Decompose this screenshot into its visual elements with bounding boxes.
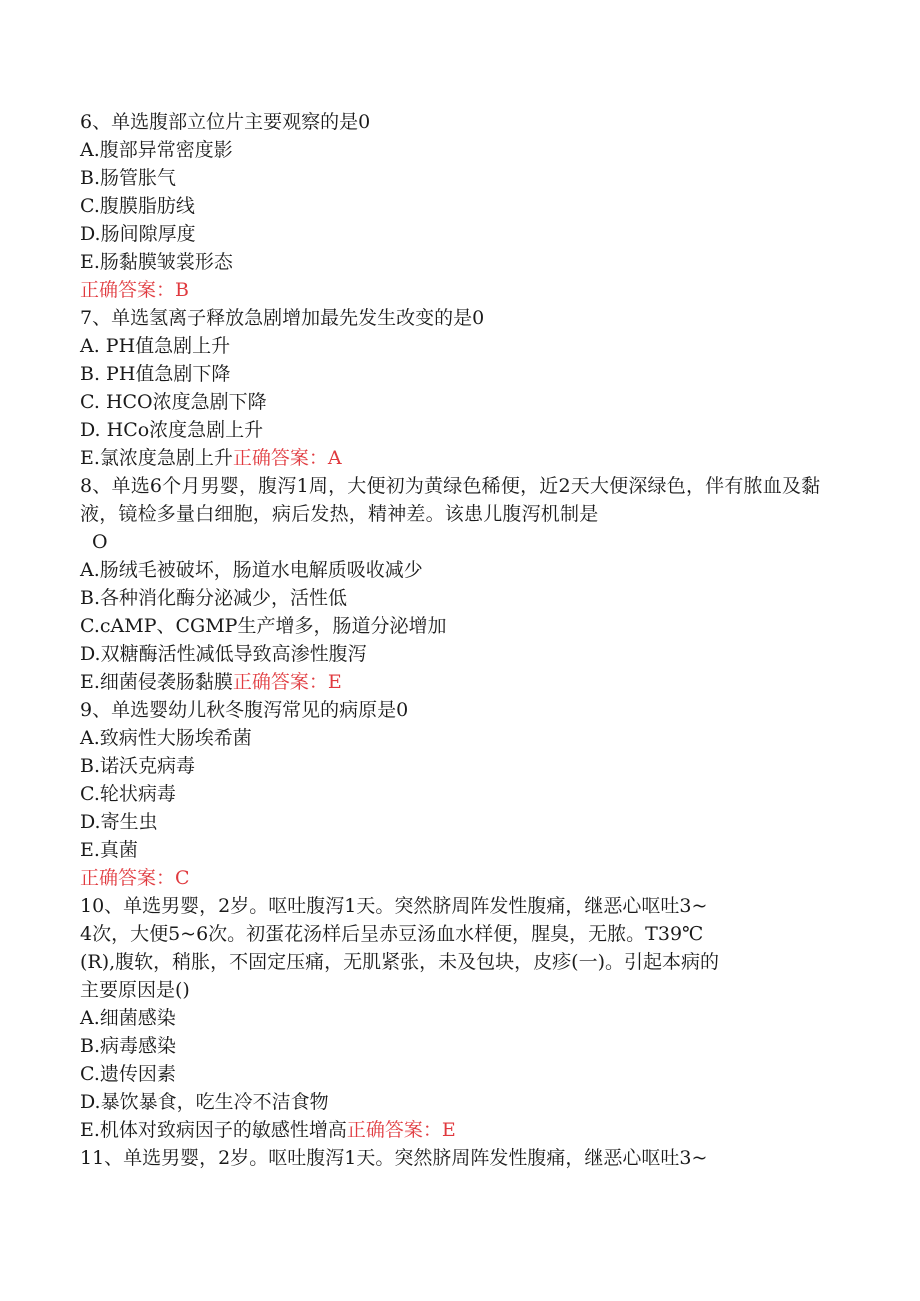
question-8 [80, 472, 840, 696]
option-e-with-answer [80, 1116, 840, 1144]
question-7 [80, 304, 840, 472]
option-e-with-answer [80, 668, 840, 696]
option-e-with-answer [80, 444, 840, 472]
answer-blank: O [92, 531, 108, 553]
option-d: D. HCo浓度急剧上升 [80, 419, 264, 441]
question-6 [80, 108, 840, 304]
question-stem: 11、单选男婴，2岁。呕吐腹泻1天。突然脐周阵发性腹痛，继恶心呕吐3~ [80, 1147, 708, 1169]
option-a: A.腹部异常密度影 [80, 139, 233, 161]
question-stem-line: 4次，大便5~6次。初蛋花汤样后呈赤豆汤血水样便，腥臭，无脓。T39℃ [80, 923, 704, 945]
question-10 [80, 892, 840, 1144]
option-c: C. HCO浓度急剧下降 [80, 391, 267, 413]
option-b: B.各种消化酶分泌减少，活性低 [80, 587, 348, 609]
correct-answer: 正确答案：C [80, 867, 190, 889]
option-c: C.遗传因素 [80, 1063, 176, 1085]
option-b: B.肠管胀气 [80, 167, 177, 189]
option-e: E.氯浓度急剧上升 [80, 447, 233, 469]
option-c: C.腹膜脂肪线 [80, 195, 195, 217]
option-b: B. PH值急剧下降 [80, 363, 231, 385]
question-11 [80, 1144, 840, 1172]
option-c: C.轮状病毒 [80, 783, 176, 805]
question-stem-line: (R),腹软，稍胀，不固定压痛，无肌紧张，未及包块，皮疹(一)。引起本病的 [80, 951, 719, 973]
option-e: E.细菌侵袭肠黏膜 [80, 671, 233, 693]
option-e: E.真菌 [80, 839, 138, 861]
correct-answer: 正确答案：A [232, 447, 342, 469]
question-9 [80, 696, 840, 892]
question-stem: 9、单选婴幼儿秋冬腹泻常见的病原是0 [80, 699, 409, 721]
correct-answer: 正确答案：B [80, 279, 189, 301]
option-d: D.双糖酶活性减低导致高渗性腹泻 [80, 643, 367, 665]
question-stem: 7、单选氢离子释放急剧增加最先发生改变的是0 [80, 307, 485, 329]
option-a: A.肠绒毛被破坏，肠道水电解质吸收减少 [80, 559, 423, 581]
question-stem: 6、单选腹部立位片主要观察的是0 [80, 111, 371, 133]
question-stem-line: 主要原因是() [80, 979, 190, 1001]
option-e: E.机体对致病因子的敏感性增高 [80, 1119, 347, 1141]
option-a: A.致病性大肠埃希菌 [80, 727, 252, 749]
correct-answer: 正确答案：E [346, 1119, 456, 1141]
option-d: D.肠间隙厚度 [80, 223, 196, 245]
option-a: A.细菌感染 [80, 1007, 176, 1029]
option-d: D.寄生虫 [80, 811, 158, 833]
question-stem: 8、单选6个月男婴，腹泻1周，大便初为黄绿色稀便，近2天大便深绿色，伴有脓血及黏液，镜检多量白细胞，病后发热，精神差。该患儿腹泻机制是 [80, 475, 821, 525]
option-a: A. PH值急剧上升 [80, 335, 231, 357]
option-b: B.病毒感染 [80, 1035, 177, 1057]
correct-answer: 正确答案：E [232, 671, 342, 693]
option-d: D.暴饮暴食，吃生冷不洁食物 [80, 1091, 329, 1113]
option-b: B.诺沃克病毒 [80, 755, 196, 777]
option-e: E.肠黏膜皱裳形态 [80, 251, 233, 273]
document-page [80, 108, 840, 1172]
option-c: C.cAMP、CGMP生产增多，肠道分泌增加 [80, 615, 447, 637]
question-stem-line: 10、单选男婴，2岁。呕吐腹泻1天。突然脐周阵发性腹痛，继恶心呕吐3~ [80, 895, 708, 917]
